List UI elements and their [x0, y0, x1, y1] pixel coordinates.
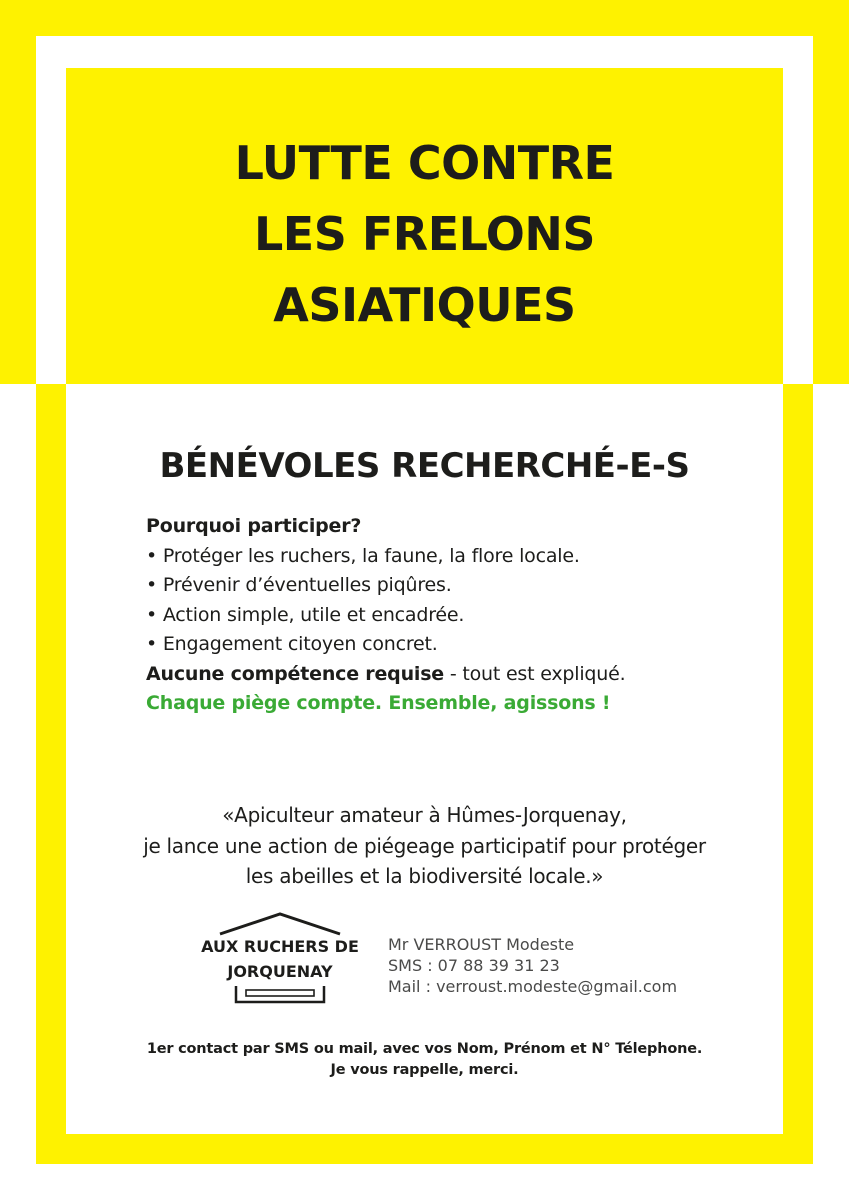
frame-right-lower-band	[783, 384, 813, 1164]
contact-sms: SMS : 07 88 39 31 23	[388, 956, 560, 975]
contact-block	[388, 934, 748, 997]
beekeeper-quote	[66, 800, 783, 892]
reason-bullet: • Engagement citoyen concret.	[146, 633, 438, 655]
logo-text-line-1: AUX RUCHERS DE	[201, 937, 359, 956]
title-line: ASIATIQUES	[273, 278, 576, 332]
title-line: LES FRELONS	[253, 207, 596, 261]
contact-instructions	[66, 1039, 783, 1081]
call-to-action: Chaque piège compte. Ensemble, agissons !	[146, 692, 611, 714]
quote-line: les abeilles et la biodiversité locale.»	[245, 864, 604, 888]
no-skill-bold: Aucune compétence requise	[146, 662, 444, 685]
frame-bottom-band	[36, 1134, 813, 1164]
reason-bullet: • Protéger les ruchers, la faune, la flore locale.	[146, 544, 580, 567]
footer-line: 1er contact par SMS ou mail, avec vos Nom, Prénom et N° Télephone.	[146, 1041, 703, 1057]
reason-bullet: • Prévenir d’éventuelles piqûres.	[146, 574, 452, 596]
contact-name: Mr VERROUST Modeste	[388, 935, 575, 954]
logo-text-line-2: JORQUENAY	[227, 962, 333, 981]
frame-right-band	[813, 0, 849, 384]
reasons-section	[146, 512, 766, 719]
page-title	[66, 128, 783, 341]
frame-left-band	[0, 0, 36, 384]
contact-mail: Mail : verroust.modeste@gmail.com	[388, 977, 678, 996]
volunteers-heading: BÉNÉVOLES RECHERCHÉ-E-S	[159, 446, 690, 486]
title-line: LUTTE CONTRE	[234, 136, 615, 190]
frame-top-band	[0, 0, 849, 36]
no-skill-rest: - tout est expliqué.	[444, 662, 626, 685]
no-skill-line	[146, 660, 766, 690]
frame-left-lower-band	[36, 384, 66, 1164]
beehive-roof-icon	[190, 912, 370, 1008]
footer-line: Je vous rappelle, merci.	[330, 1062, 519, 1078]
quote-line: je lance une action de piégeage participatif pour protéger	[143, 833, 706, 858]
reasons-heading: Pourquoi participer?	[146, 515, 362, 537]
reason-bullet: • Action simple, utile et encadrée.	[146, 603, 465, 626]
quote-line: «Apiculteur amateur à Hûmes-Jorquenay,	[222, 803, 627, 827]
apiary-logo	[190, 912, 370, 1008]
